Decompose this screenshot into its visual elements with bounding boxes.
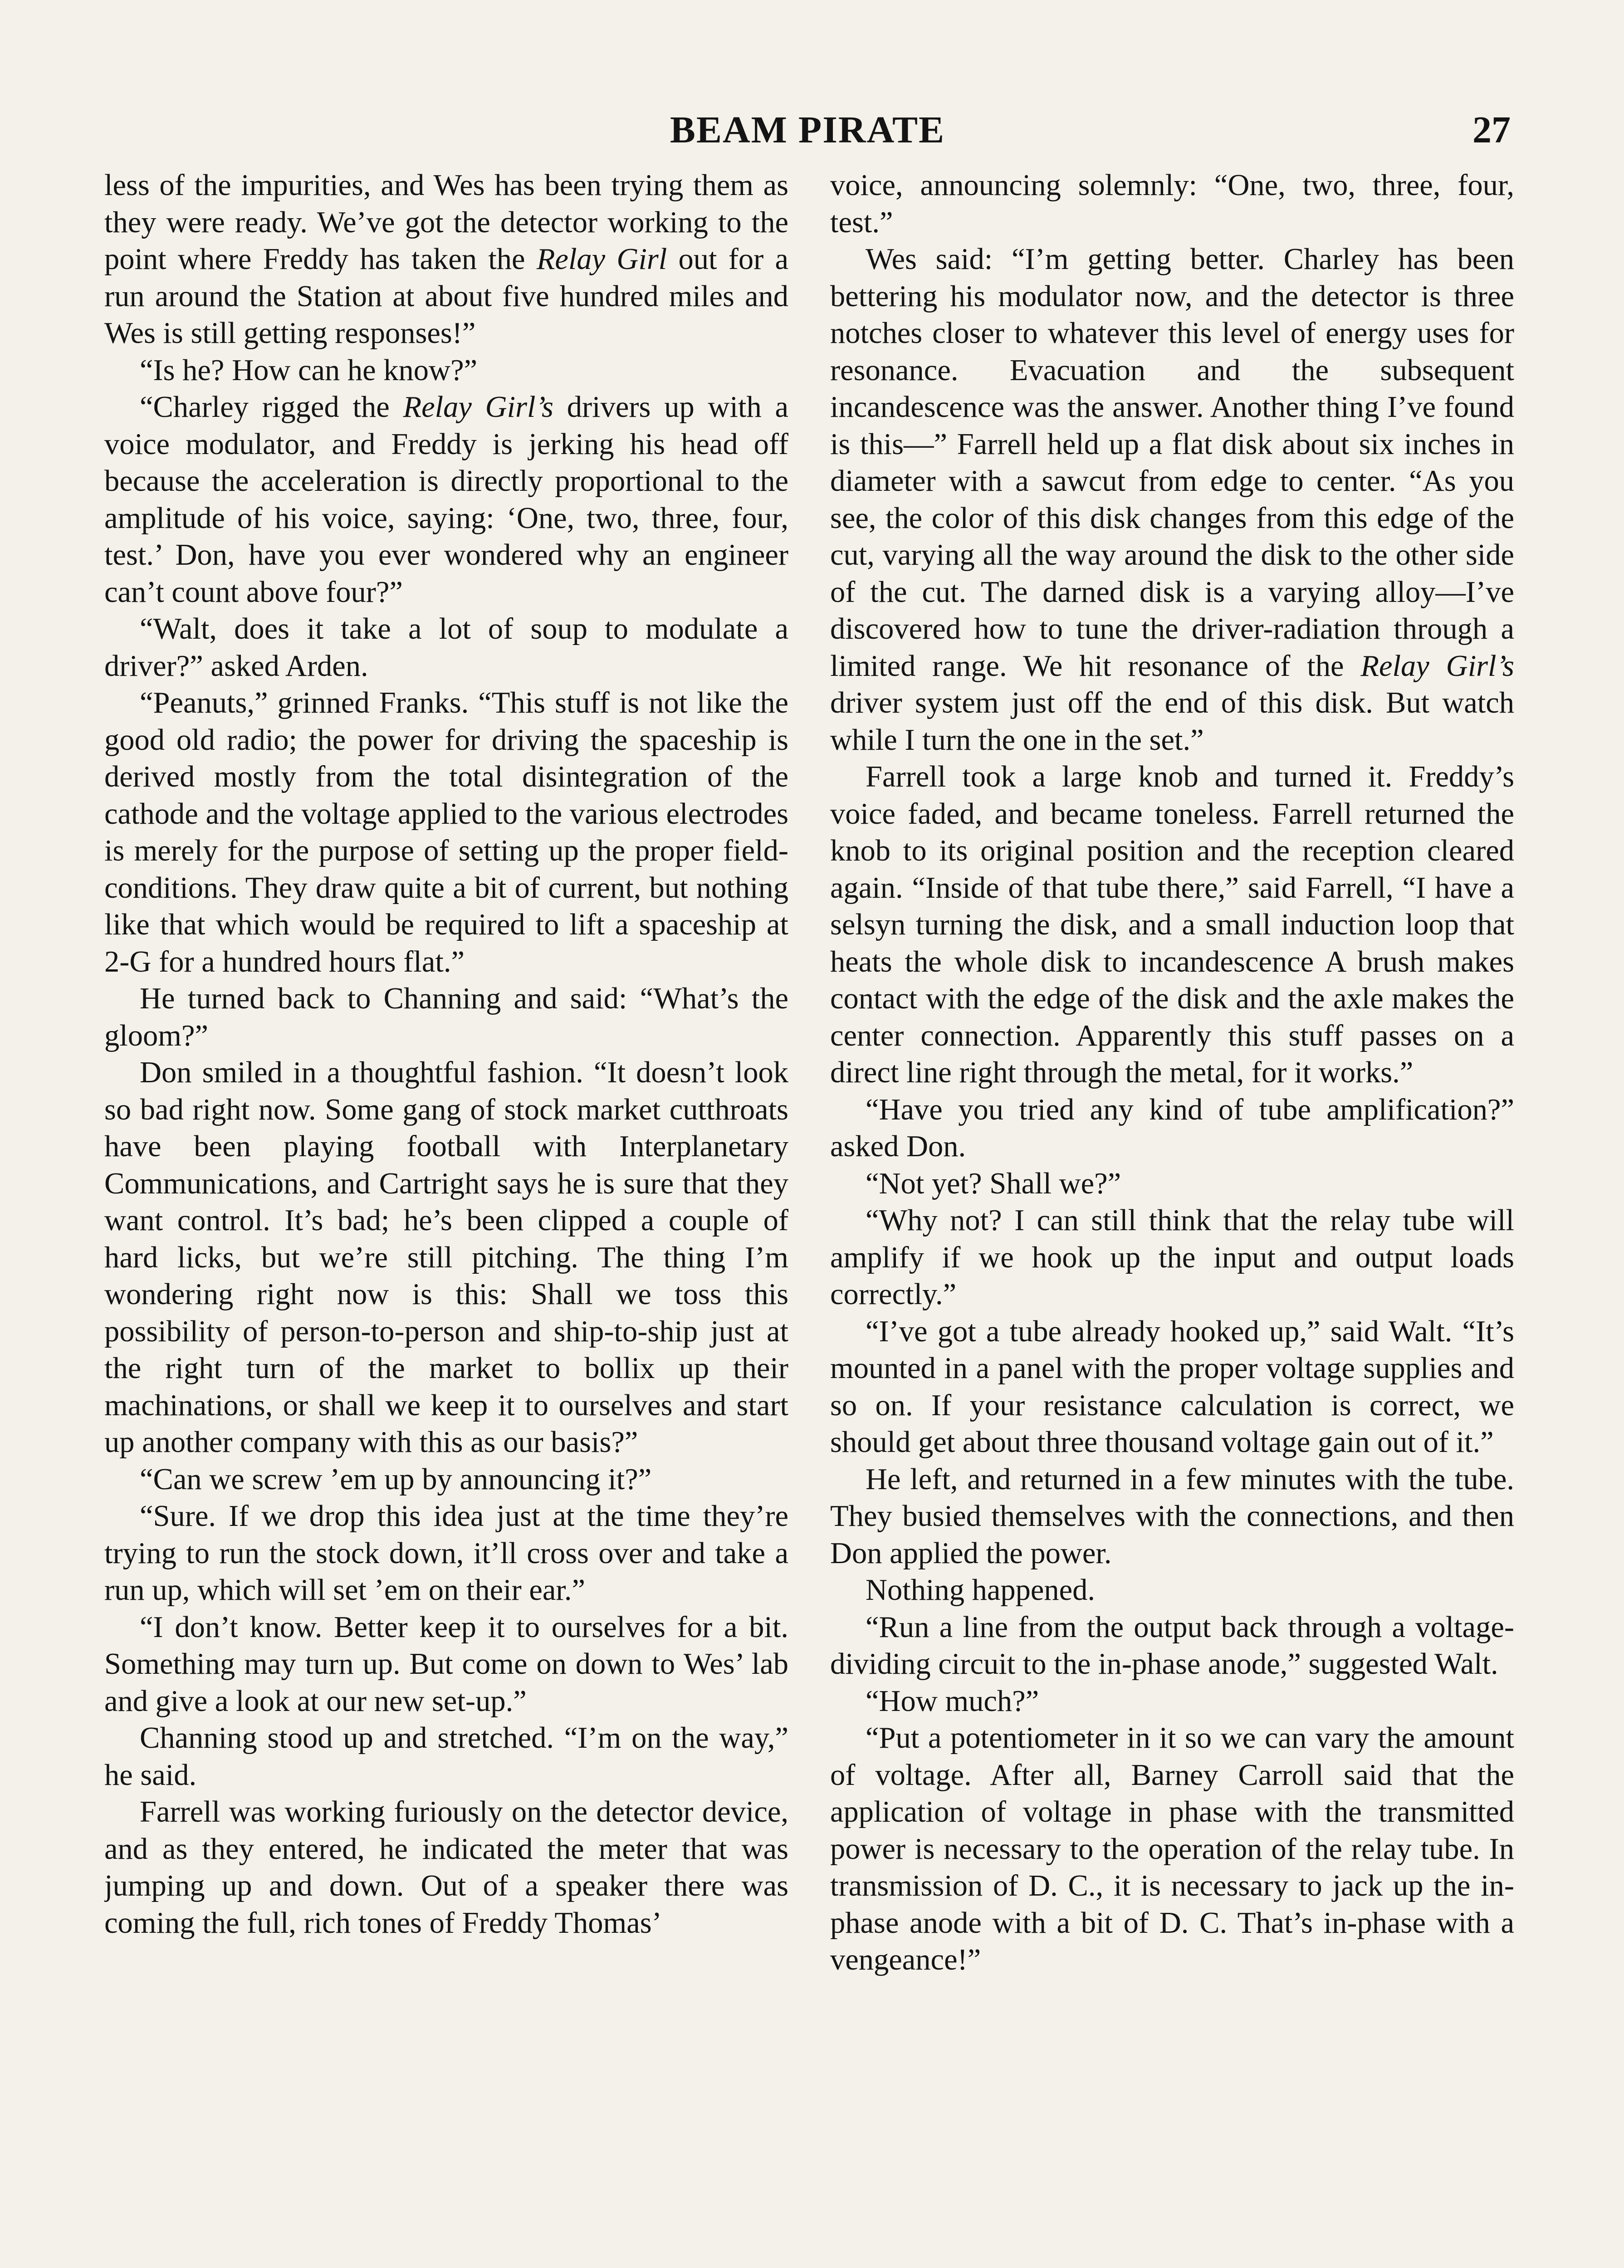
text-run: “Peanuts,” grinned Franks. “This stuff is not like the good old radio; the power for driving the spaceship is derived mostly from the total disintegration of the cathode and the voltage applied to the various electrodes is merely for the purpose of setting up the proper field-conditions. They draw quite a bit of current, but nothing like that which would be required to lift a spaceship at 2-G for a hundred hours flat.” — [104, 686, 788, 978]
text-run: “I’ve got a tube already hooked up,” said Walt. “It’s mounted in a panel with the proper voltage supplies and so on. If your resistance calculation is correct, we should get about three thousand voltage gain out of it.” — [830, 1315, 1514, 1459]
paragraph — [104, 1794, 788, 1941]
paragraph — [830, 167, 1514, 241]
italic-title: Relay Girl’s — [403, 391, 553, 424]
text-run: drivers up with a voice modulator, and Freddy is jerking his head off because the acceleration is directly proportional to the amplitude of his voice, saying: ‘One, two, three, four, test.’ Don, have you ever wondered why an engineer can’t count above four?” — [104, 391, 788, 609]
running-title: BEAM PIRATE — [670, 109, 945, 151]
page-number: 27 — [1472, 109, 1511, 151]
text-run: Don smiled in a thoughtful fashion. “It doesn’t look so bad right now. Some gang of stock market cutthroats have been playing football with Interplanetary Communications, and Cartright says he is sure that they want control. It’s bad; he’s been clipped a couple of hard licks, but we’re still pitching. The thing I’m wondering right now is this: Shall we toss this possibility of person-to-person and ship-to-ship just at the right turn of the market to bollix up their machinations, or shall we keep it to ourselves and start up another company with this as our basis?” — [104, 1056, 788, 1459]
paragraph — [830, 1202, 1514, 1313]
text-run: driver system just off the end of this disk. But watch while I turn the one in the set.” — [830, 686, 1514, 757]
text-run: “Can we screw ’em up by announcing it?” — [140, 1462, 652, 1496]
text-run: He left, and returned in a few minutes with the tube. They busied themselves with the connections, and then Don applied the power. — [830, 1462, 1514, 1570]
text-run: Channing stood up and stretched. “I’m on the way,” he said. — [104, 1721, 788, 1792]
right-text-column — [830, 167, 1514, 2268]
italic-title: Relay Girl — [536, 243, 667, 276]
text-run: “Run a line from the output back through a voltage-dividing circuit to the in-phase anode,” suggested Walt. — [830, 1610, 1514, 1681]
left-text-column — [104, 167, 788, 2268]
paragraph — [104, 1461, 788, 1498]
paragraph — [104, 1720, 788, 1794]
italic-title: Relay Girl’s — [1360, 649, 1514, 683]
text-run: out for a run around the Station at about five hundred miles and Wes is still getting responses!” — [104, 243, 788, 350]
paragraph — [830, 758, 1514, 1091]
paragraph — [104, 611, 788, 684]
paragraph — [830, 1683, 1514, 1720]
text-run: “Not yet? Shall we?” — [866, 1167, 1121, 1200]
paragraph — [830, 241, 1514, 758]
paragraph — [104, 389, 788, 611]
paragraph — [830, 1165, 1514, 1202]
text-run: “Why not? I can still think that the relay tube will amplify if we hook up the input and output loads correctly.” — [830, 1204, 1514, 1311]
paragraph — [104, 684, 788, 980]
paragraph — [830, 1720, 1514, 1979]
paragraph — [830, 1313, 1514, 1461]
paragraph — [104, 1054, 788, 1461]
text-run: voice, announcing solemnly: “One, two, three, four, test.” — [830, 169, 1514, 239]
paragraph — [104, 1609, 788, 1720]
paragraph — [830, 1091, 1514, 1165]
paragraph — [104, 1498, 788, 1609]
paragraph — [104, 352, 788, 389]
text-run: Farrell was working furiously on the detector device, and as they entered, he indicated the meter that was jumping up and down. Out of a speaker there was coming the full, rich tones of Freddy Thomas’ — [104, 1795, 788, 1940]
paragraph — [104, 167, 788, 352]
text-run: “I don’t know. Better keep it to ourselves for a bit. Something may turn up. But come on down to Wes’ lab and give a look at our new set-up.” — [104, 1610, 788, 1718]
page-header — [104, 108, 1511, 158]
text-run: Farrell took a large knob and turned it. Freddy’s voice faded, and became toneless. Farrell returned the knob to its original position and the reception cleared again. “Inside of that tube there,” said Farrell, “I have a selsyn turning the disk, and a small induction loop that heats the whole disk to incandescence A brush makes contact with the edge of the disk and the axle makes the center connection. Apparently this stuff passes on a direct line right through the metal, for it works.” — [830, 760, 1514, 1089]
paragraph — [830, 1609, 1514, 1683]
text-run: “Walt, does it take a lot of soup to modulate a driver?” asked Arden. — [104, 612, 788, 683]
paragraph — [830, 1572, 1514, 1609]
text-run: Nothing happened. — [866, 1574, 1096, 1607]
text-run: Wes said: “I’m getting better. Charley has been bettering his modulator now, and the detector is three notches closer to whatever this level of energy uses for resonance. Evacuation and the subsequent incandescence was the answer. Another thing I’ve found is this—” Farrell held up a flat disk about six inches in diameter with a sawcut from edge to center. “As you see, the color of this disk changes from this edge of the cut, varying all the way around the disk to the other side of the cut. The darned disk is a varying alloy—I’ve discovered how to tune the driver-radiation through a limited range. We hit resonance of the — [830, 243, 1514, 683]
paragraph — [104, 980, 788, 1054]
text-run: “Is he? How can he know?” — [140, 353, 478, 387]
text-run: less of the impurities, and Wes has been trying them as they were ready. We’ve got the detector working to the point where Freddy has taken the — [104, 169, 788, 276]
text-run: “Put a potentiometer in it so we can vary the amount of voltage. After all, Barney Carroll said that the application of voltage in phase with the transmitted power is necessary to the operation of the relay tube. In transmission of D. C., it is necessary to jack up the in-phase anode with a bit of D. C. That’s in-phase with a vengeance!” — [830, 1721, 1514, 1976]
text-run: “Charley rigged the — [140, 391, 403, 424]
text-run: He turned back to Channing and said: “What’s the gloom?” — [104, 982, 788, 1052]
paragraph — [830, 1461, 1514, 1572]
text-run: “How much?” — [866, 1684, 1039, 1718]
text-run: “Sure. If we drop this idea just at the time they’re trying to run the stock down, it’ll cross over and take a run up, which will set ’em on their ear.” — [104, 1500, 788, 1607]
text-run: “Have you tried any kind of tube amplification?” asked Don. — [830, 1093, 1514, 1163]
